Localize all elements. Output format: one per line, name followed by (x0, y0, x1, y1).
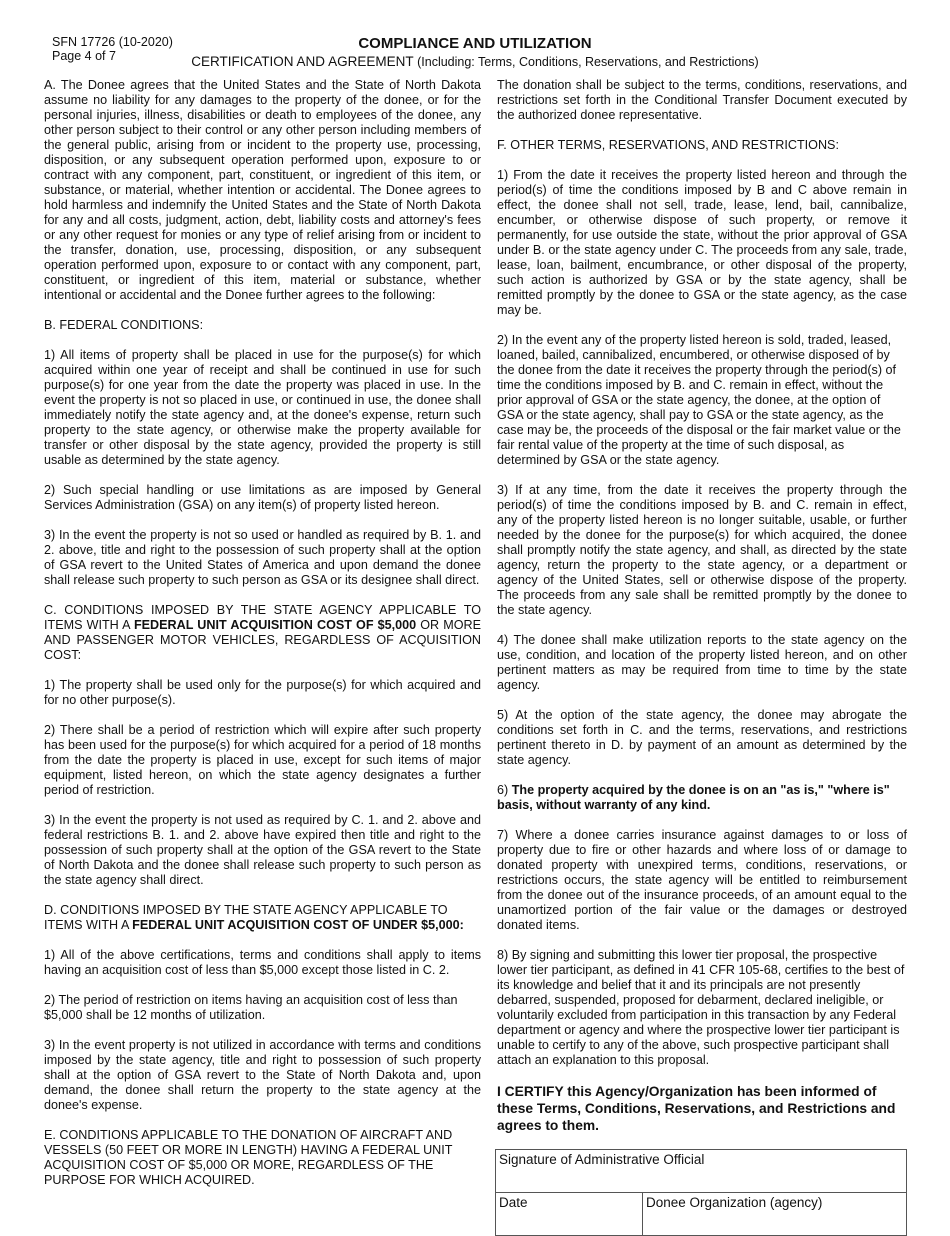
section-b-heading: B. FEDERAL CONDITIONS: (44, 318, 204, 332)
subtitle-main: CERTIFICATION AND AGREEMENT (191, 54, 414, 69)
section-f2: 2) In the event any of the property listed hereon is sold, traded, leased, loaned, bailed, cannibalized, encumbered, or otherwise disposed of by the donee from the date it receives the property through the period(s) of time the conditions imposed by B. and C. remain in effect, without the prior approval of GSA or the state agency, the donee, at the option of GSA or the state agency, shall pay to GSA or the state agency, as the case may be, the proceeds of the disposal or the fair market value or the fair rental value of the property at the time of such disposal, as determined by GSA or the state agency. (497, 333, 901, 467)
c-heading-text-2: OR MORE AND PASSENGER MOTOR VEHICLES, REGARDLESS OF ACQUISITION COST: (44, 618, 482, 662)
section-f6 (497, 783, 907, 813)
section-c1: 1) The property shall be used only for the purpose(s) for which acquired and for no other purpose(s). (44, 678, 481, 707)
section-c2: 2) There shall be a period of restriction which will expire after such property has been used for the purpose(s) for which acquired for a period of 18 months from the date the property is placed in use, except for such items of major equipment, listed hereon, on which the state agency designates a further period of restriction. (44, 723, 481, 797)
signature-table (495, 1149, 907, 1236)
section-f4: 4) The donee shall make utilization reports to the state agency on the use, condition, and location of the property listed hereon, and on other pertinent matters as may be required from time to time by the state agency. (497, 633, 907, 692)
donee-organization-label: Donee Organization (agency) (646, 1195, 823, 1210)
certification-statement: I CERTIFY this Agency/Organization has been informed of these Terms, Conditions, Reservations, and Restrictions and agrees to them. (497, 1084, 896, 1133)
d-heading-text: D. CONDITIONS IMPOSED BY THE STATE AGENCY APPLICABLE TO ITEMS WITH A (44, 903, 448, 932)
section-d3: 3) In the event property is not utilized in accordance with terms and conditions imposed by the state agency, title and right to possession of such property shall at the option of GSA revert to the State of North Dakota and, upon demand, the donee shall return the property to the state agency at the donee's expense. (44, 1038, 481, 1112)
section-f3: 3) If at any time, from the date it receives the property through the period(s) of time the conditions imposed by B. and C. remain in effect, any of the property listed hereon is no longer suitable, usable, or further needed by the donee for the purpose(s) for which acquired, the donee shall promptly notify the state agency, and shall, as directed by the state agency, return the property to the state agency, or a department or agency of the United States, sell or otherwise dispose of the property. The proceeds from any sale shall be remitted promptly by the donee to the state agency. (497, 483, 907, 617)
section-e: E. CONDITIONS APPLICABLE TO THE DONATION OF AIRCRAFT AND VESSELS (50 FEET OR MORE IN LENGTH) HAVING A FEDERAL UNIT ACQUISITION COST OF $5,000 OR MORE, REGARDLESS OF THE PURPOSE FOR WHICH ACQUIRED. (44, 1128, 453, 1187)
page-number: Page 4 of 7 (52, 49, 116, 63)
section-a: A. The Donee agrees that the United States and the State of North Dakota assume no liability for any damages to the property of the donee, or for the personal injuries, illness, disabilities or death to employees of the donee, any other person subject to their control or any other person including members of the general public, arising from or incident to the property use, processing, disposition, or any subsequent operation performed upon, exposure to or contract with any component, part, constituent, or ingredient of this item, or substance, or material, whether intention or accidental. The Donee agrees to hold harmless and indemnify the United States and the State of North Dakota for any and all costs, judgment, action, debt, liability costs and attorney's fees or any other request for monies or any type of relief arising from or incident to the transfer, donation, use, processing, disposition, or any subsequent operation performed upon, exposure to or contact with any component, part, constituent, or ingredient of this item, material or substance, whether intentional or accidental and the Donee further agrees to the following: (44, 78, 481, 302)
section-f1: 1) From the date it receives the property listed hereon and through the period(s) of time the conditions imposed by B and C above remain in effect, the donee shall not sell, trade, lease, lend, bail, cannibalize, encumber, or otherwise dispose of such property, or remove it permanently, for use outside the state, without the prior approval of GSA under B. or the state agency under C. The proceeds from any sale, trade, lease, loan, bailment, encumbrance, or other disposal of the property, such action is authorized by GSA or by the state agency, shall be remitted promptly by the donee to GSA or the state agency, as the case may be. (497, 168, 907, 317)
section-f-heading: F. OTHER TERMS, RESERVATIONS, AND RESTRICTIONS: (497, 138, 839, 152)
f6-bold-text: The property acquired by the donee is on an "as is," "where is" basis, without warranty of any kind. (497, 783, 890, 812)
section-d-heading (44, 903, 481, 933)
section-b2: 2) Such special handling or use limitations as are imposed by General Services Administration (GSA) on any item(s) of property listed hereon. (44, 483, 481, 512)
f6-number: 6) (497, 783, 509, 797)
section-e-continued: The donation shall be subject to the terms, conditions, reservations, and restrictions set forth in the Conditional Transfer Document executed by the authorized donee representative. (497, 78, 907, 122)
signature-label: Signature of Administrative Official (499, 1152, 705, 1167)
section-d1: 1) All of the above certifications, terms and conditions shall apply to items having an acquisition cost of less than $5,000 except those listed in C. 2. (44, 948, 481, 977)
left-column (44, 78, 481, 1203)
c-heading-text: C. CONDITIONS IMPOSED BY THE STATE AGENCY APPLICABLE TO ITEMS WITH A (44, 603, 481, 632)
right-column (497, 78, 907, 1236)
page-subtitle (0, 54, 950, 69)
page-title: COMPLIANCE AND UTILIZATION (358, 35, 592, 52)
signature-field[interactable] (496, 1150, 907, 1193)
d-heading-bold: FEDERAL UNIT ACQUISITION COST OF UNDER $5,000: (132, 918, 464, 932)
c-heading-bold: FEDERAL UNIT ACQUISITION COST OF $5,000 (133, 618, 417, 632)
subtitle-note: (Including: Terms, Conditions, Reservations, and Restrictions) (417, 55, 759, 69)
section-c-heading (44, 603, 481, 663)
form-number: SFN 17726 (10-2020) (52, 35, 173, 49)
section-f8: 8) By signing and submitting this lower tier proposal, the prospective lower tier participant, as defined in 41 CFR 105-68, certifies to the best of its knowledge and belief that it and its principals are not presently debarred, suspended, proposed for debarment, declared ineligible, or voluntarily excluded from participation in this transaction by any Federal department or agency and where the prospective lower tier participant is unable to certify to any of the above, such prospective participant shall attach an explanation to this proposal. (497, 948, 905, 1067)
section-c3: 3) In the event the property is not used as required by C. 1. and 2. above and federal restrictions B. 1. and 2. above have expired then title and right to the possession of such property shall at the option of the GSA revert to the State of North Dakota and the donee shall release such property to such person as the state agency shall direct. (44, 813, 481, 887)
section-f5: 5) At the option of the state agency, the donee may abrogate the conditions set forth in C. and the terms, reservations, and restrictions pertinent thereto in D. by payment of an amount as determined by the state agency. (497, 708, 907, 767)
section-d2: 2) The period of restriction on items having an acquisition cost of less than $5,000 shall be 12 months of utilization. (44, 993, 458, 1022)
date-label: Date (499, 1195, 528, 1210)
section-b1: 1) All items of property shall be placed in use for the purpose(s) for which acquired within one year of receipt and shall be continued in use for such purpose(s) for one year from the date the property was placed in use. In the event the property is not so placed in use, or continued in use, the donee shall immediately notify the state agency and, at the donee's expense, return such property to the state agency, or otherwise make the property available for transfer or other disposal by the state agency, provided the property is still usable as determined by the state agency. (44, 348, 481, 467)
donee-organization-field[interactable] (643, 1193, 907, 1236)
date-field[interactable] (496, 1193, 643, 1236)
section-b3: 3) In the event the property is not so used or handled as required by B. 1. and 2. above, title and right to the possession of such property shall at the option of GSA revert to the United States of America and upon demand the donee shall release such property to such person as GSA or its designee shall direct. (44, 528, 481, 587)
section-f7: 7) Where a donee carries insurance against damages to or loss of property due to fire or other hazards and where loss of or damage to donated property with unexpired terms, conditions, reservations, or restrictions occurs, the state agency will be entitled to reimbursement from the donee out of the insurance proceeds, of an amount equal to the unamortized portion of the fair value or the damages or destroyed donated items. (497, 828, 907, 932)
